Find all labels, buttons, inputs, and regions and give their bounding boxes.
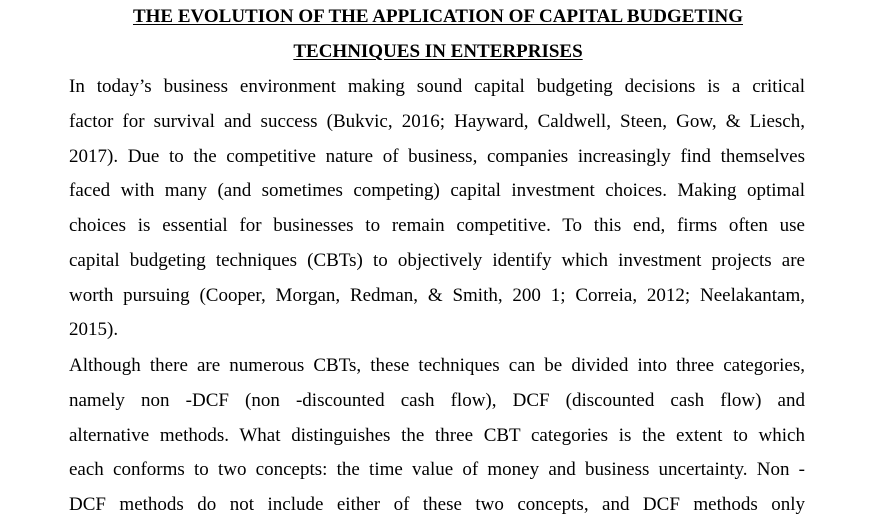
paragraph-1-line: faced with many (and sometimes competing) capital investment choices. Making optimal [69,180,805,201]
paragraph-1-line: In today’s business environment making sound capital budgeting decisions is a critical [69,76,805,97]
paragraph-1-line: worth pursuing (Cooper, Morgan, Redman, & Smith, 200 1; Correia, 2012; Neelakantam, [69,285,805,306]
paragraph-1-line: choices is essential for businesses to remain competitive. To this end, firms often use [69,215,805,236]
paragraph-1-line: 2015). [69,319,119,340]
paragraph-1-line: factor for survival and success (Bukvic, 2016; Hayward, Caldwell, Steen, Gow, & Liesch, [69,111,805,132]
paragraph-2-line: namely non -DCF (non -discounted cash flow), DCF (discounted cash flow) and [69,390,805,411]
document-title-line-1: THE EVOLUTION OF THE APPLICATION OF CAPITAL BUDGETING [132,6,743,27]
paragraph-2-line: Although there are numerous CBTs, these techniques can be divided into three categories, [69,355,805,376]
document-title-line-2: TECHNIQUES IN ENTERPRISES [293,41,583,62]
paragraph-1-line: capital budgeting techniques (CBTs) to objectively identify which investment projects are [69,250,805,271]
paragraph-2-line: each conforms to two concepts: the time value of money and business uncertainty. Non - [69,459,805,480]
paragraph-2-line: DCF methods do not include either of these two concepts, and DCF methods only [69,494,805,515]
paragraph-2-line: alternative methods. What distinguishes the three CBT categories is the extent to which [69,425,805,446]
paragraph-1-line: 2017). Due to the competitive nature of business, companies increasingly find themselves [69,146,805,167]
